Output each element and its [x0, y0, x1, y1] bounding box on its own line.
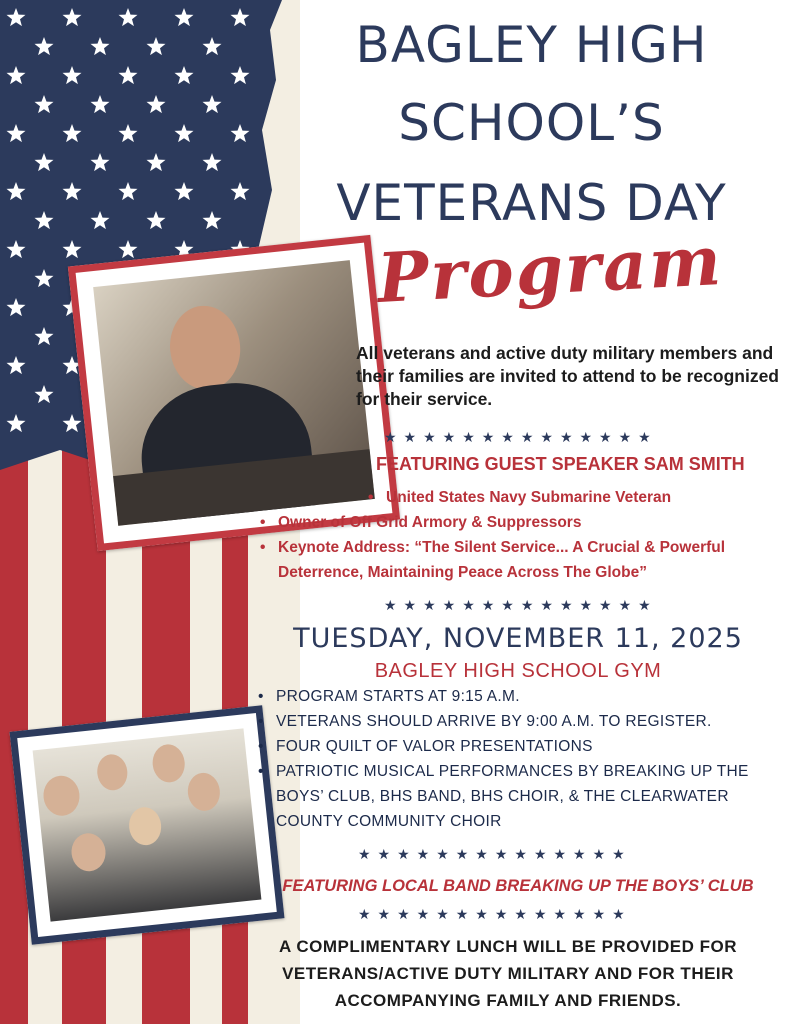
band-photo: [33, 728, 262, 921]
star-divider: ★★★★★★★★★★★★★★: [358, 906, 632, 922]
title-line-3: VETERANS DAY: [336, 174, 727, 232]
event-detail: • FOUR QUILT OF VALOR PRESENTATIONS: [258, 734, 788, 759]
event-details-list: [258, 684, 788, 834]
band-feature-heading: FEATURING LOCAL BAND BREAKING UP THE BOYS’ CLUB: [282, 877, 754, 895]
title-line-2: SCHOOL’S: [398, 94, 665, 152]
guest-speaker-heading: FEATURING GUEST SPEAKER SAM SMITH: [376, 454, 745, 474]
star-divider: ★★★★★★★★★★★★★★: [384, 429, 658, 445]
star-divider: ★★★★★★★★★★★★★★: [358, 846, 632, 862]
speaker-bullet-list: [260, 485, 780, 585]
event-date: TUESDAY, NOVEMBER 11, 2025: [293, 623, 743, 654]
title-line-1: BAGLEY HIGH: [355, 16, 708, 74]
title-script-program: Program: [375, 221, 725, 319]
speaker-bullet: • Keynote Address: “The Silent Service... A Crucial & Powerful Deterrence, Maintaining Peace Across The Globe”: [260, 535, 748, 585]
speaker-bullet: • United States Navy Submarine Veteran: [368, 485, 780, 510]
event-detail: • PATRIOTIC MUSICAL PERFORMANCES BY BREAKING UP THE BOYS’ CLUB, BHS BAND, BHS CHOIR, & THE CLEARWATER COUNTY COMMUNITY CHOIR: [258, 759, 788, 834]
speaker-bullet: • Owner of Off Grid Armory & Suppressors: [260, 510, 780, 535]
event-venue: BAGLEY HIGH SCHOOL GYM: [374, 660, 662, 682]
lunch-notice: A COMPLIMENTARY LUNCH WILL BE PROVIDED FOR VETERANS/ACTIVE DUTY MILITARY AND FOR THEIR ACCOMPANYING FAMILY AND FRIENDS.: [279, 937, 737, 1010]
band-photo-frame: [10, 705, 285, 944]
star-divider: ★★★★★★★★★★★★★★: [384, 597, 658, 613]
event-detail: • PROGRAM STARTS AT 9:15 A.M.: [258, 684, 788, 709]
invitation-text: All veterans and active duty military members and their families are invited to attend to be recognized for their service.: [356, 343, 779, 409]
event-detail: • VETERANS SHOULD ARRIVE BY 9:00 A.M. TO REGISTER.: [258, 709, 788, 734]
